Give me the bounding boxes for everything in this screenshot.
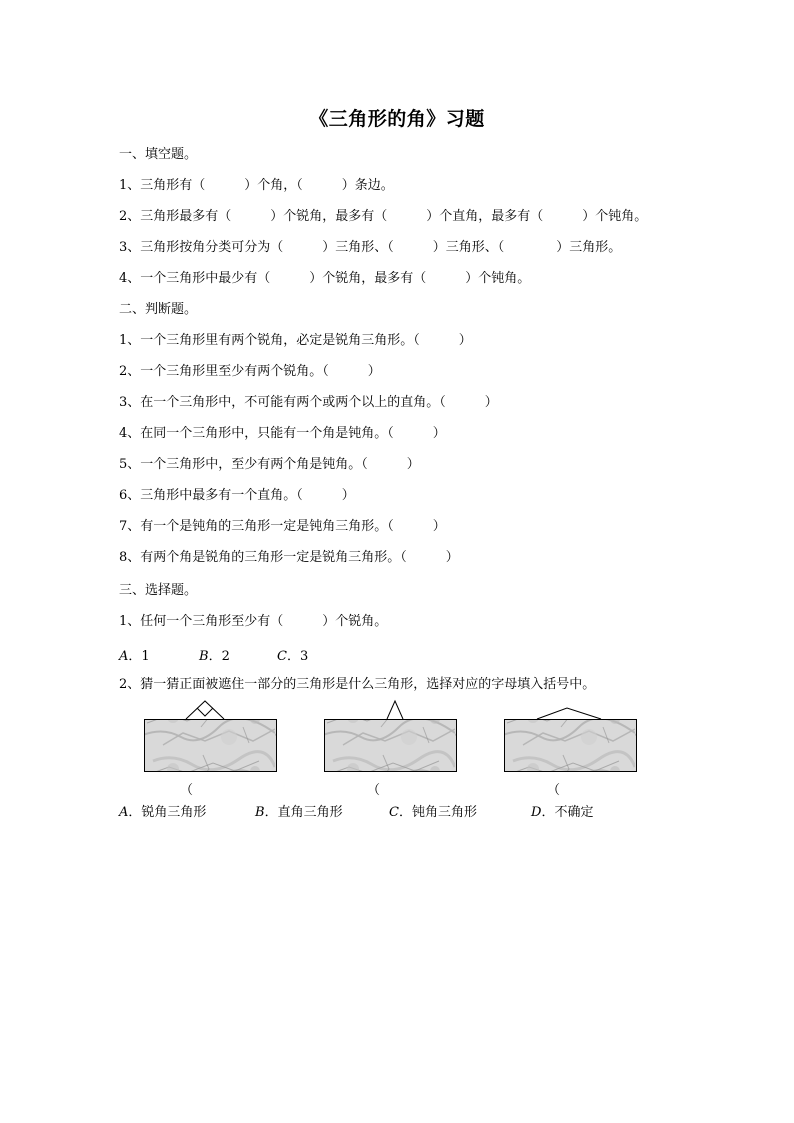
section-heading-true-false: 二、判断题。 <box>119 302 198 317</box>
judge-question-5: 5、一个三角形中，至少有两个角是钝角。（ ） <box>119 457 420 472</box>
fill-question-1: 1、三角形有（ ）个角，（ ）条边。 <box>119 178 394 193</box>
choice-question-2: 2、猜一猜正面被遮住一部分的三角形是什么三角形，选择对应的字母填入括号中。 <box>119 677 596 692</box>
judge-question-8: 8、有两个角是锐角的三角形一定是锐角三角形。（ ） <box>119 550 459 565</box>
judge-question-2: 2、一个三角形里至少有两个锐角。（ ） <box>119 364 381 379</box>
choice-q1-option-a: A．1 <box>119 649 150 664</box>
choice-q2-option-c: C．钝角三角形 <box>389 805 477 820</box>
answer-paren-1: （ <box>180 783 194 798</box>
choice-q1-option-c: C．3 <box>277 649 309 664</box>
section-heading-multiple-choice: 三、选择题。 <box>119 583 198 598</box>
choice-q1-option-b: B．2 <box>199 649 230 664</box>
fill-question-4: 4、一个三角形中最少有（ ）个锐角，最多有（ ）个钝角。 <box>119 271 531 286</box>
judge-question-3: 3、在一个三角形中，不可能有两个或两个以上的直角。（ ） <box>119 395 498 410</box>
hidden-triangle-figure-3 <box>503 697 643 777</box>
choice-q2-option-b: B．直角三角形 <box>255 805 343 820</box>
judge-question-7: 7、有一个是钝角的三角形一定是钝角三角形。（ ） <box>119 519 446 534</box>
hidden-triangle-figure-1 <box>143 697 283 777</box>
judge-question-4: 4、在同一个三角形中，只能有一个角是钝角。（ ） <box>119 426 446 441</box>
fill-question-2: 2、三角形最多有（ ）个锐角，最多有（ ）个直角，最多有（ ）个钝角。 <box>119 209 648 224</box>
hidden-triangle-figure-2 <box>323 697 463 777</box>
answer-paren-2: （ <box>367 783 381 798</box>
judge-question-1: 1、一个三角形里有两个锐角，必定是锐角三角形。（ ） <box>119 333 472 348</box>
judge-question-6: 6、三角形中最多有一个直角。（ ） <box>119 488 355 503</box>
choice-question-1: 1、任何一个三角形至少有（ ）个锐角。 <box>119 614 388 629</box>
choice-q2-option-d: D．不确定 <box>531 805 594 820</box>
answer-paren-3: （ <box>547 783 561 798</box>
page-title: 《三角形的角》习题 <box>309 108 485 130</box>
choice-q2-option-a: A．锐角三角形 <box>119 805 207 820</box>
fill-question-3: 3、三角形按角分类可分为（ ）三角形、（ ）三角形、（ ）三角形。 <box>119 240 622 255</box>
section-heading-fill-blank: 一、填空题。 <box>119 147 198 162</box>
